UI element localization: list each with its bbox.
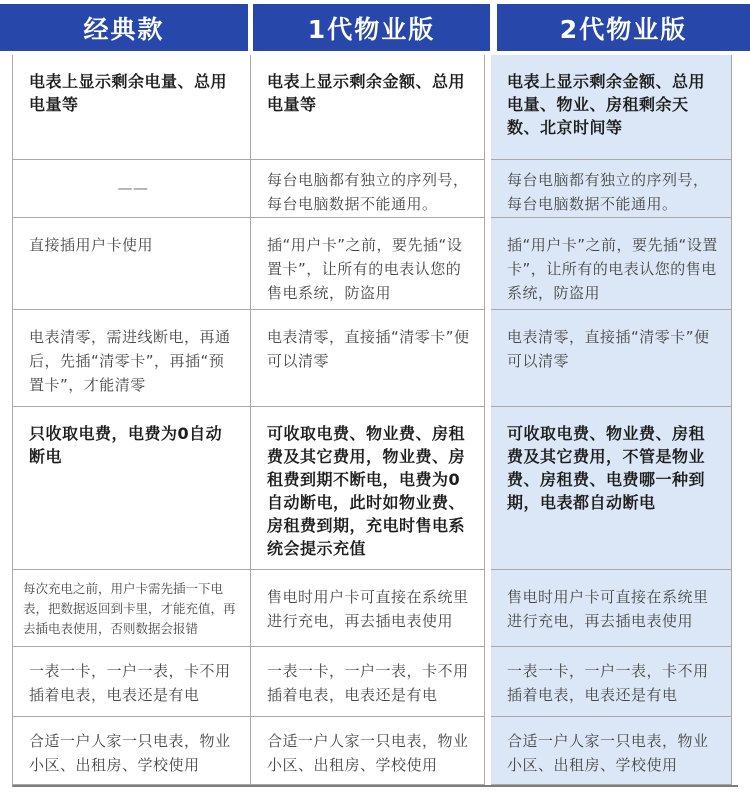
table-cell: 电表上显示剩余电量、总用电量等 xyxy=(13,55,251,160)
table-row xyxy=(13,55,738,160)
table-row xyxy=(13,647,738,717)
table-cell: 合适一户人家一只电表，物业小区、出租房、学校使用 xyxy=(491,717,732,785)
comparison-page xyxy=(0,4,750,812)
table-cell: 可收取电费、物业费、房租费及其它费用，不管是物业费、房租费、电费哪一种到期，电表都自动断电 xyxy=(491,407,732,570)
table-cell: 每台电脑都有独立的序列号，每台电脑数据不能通用。 xyxy=(491,160,732,218)
table-cell: 直接插用户卡使用 xyxy=(13,218,251,310)
table-cell: 合适一户人家一只电表，物业小区、出租房、学校使用 xyxy=(13,717,251,785)
table-header xyxy=(0,4,750,51)
table-cell: 电表清零，直接插“清零卡”便可以清零 xyxy=(491,310,732,407)
table-cell: 电表上显示剩余金额、总用电量等 xyxy=(251,55,485,160)
table-row xyxy=(13,717,738,785)
table-row xyxy=(13,407,738,570)
header-column-gen1-property: 1代物业版 xyxy=(253,4,490,51)
table-cell: 插“用户卡”之前，要先插“设置卡”，让所有的电表认您的售电系统，防盗用 xyxy=(491,218,732,310)
comparison-table-body xyxy=(12,55,738,787)
table-cell: 一表一卡，一户一表，卡不用插着电表，电表还是有电 xyxy=(13,647,251,717)
table-cell: —— xyxy=(13,160,251,218)
table-cell: 电表清零，需进线断电，再通后，先插“清零卡”，再插“预置卡”，才能清零 xyxy=(13,310,251,407)
table-row xyxy=(13,218,738,310)
table-cell: 售电时用户卡可直接在系统里进行充电，再去插电表使用 xyxy=(491,570,732,647)
table-cell: 每次充电之前，用户卡需先插一下电表，把数据返回到卡里，才能充值，再去插电表使用，否则数据会报错 xyxy=(13,570,251,647)
table-cell: 只收取电费，电费为0自动断电 xyxy=(13,407,251,570)
table-row xyxy=(13,160,738,218)
table-cell: 每台电脑都有独立的序列号，每台电脑数据不能通用。 xyxy=(251,160,485,218)
table-cell: 电表上显示剩余金额、总用电量、物业、房租剩余天数、北京时间等 xyxy=(491,55,732,160)
header-column-gen2-property: 2代物业版 xyxy=(497,4,750,51)
table-cell: 一表一卡，一户一表，卡不用插着电表，电表还是有电 xyxy=(491,647,732,717)
table-cell: 合适一户人家一只电表，物业小区、出租房、学校使用 xyxy=(251,717,485,785)
table-cell: 售电时用户卡可直接在系统里进行充电，再去插电表使用 xyxy=(251,570,485,647)
header-column-classic: 经典款 xyxy=(0,4,248,51)
table-cell: 一表一卡，一户一表，卡不用插着电表，电表还是有电 xyxy=(251,647,485,717)
table-row xyxy=(13,570,738,647)
table-cell: 插“用户卡”之前，要先插“设置卡”，让所有的电表认您的售电系统，防盗用 xyxy=(251,218,485,310)
table-cell: 电表清零，直接插“清零卡”便可以清零 xyxy=(251,310,485,407)
table-cell: 可收取电费、物业费、房租费及其它费用，物业费、房租费到期不断电，电费为0自动断电，此时如物业费、房租费到期，充电时售电系统会提示充值 xyxy=(251,407,485,570)
header-gap xyxy=(490,4,497,51)
table-row xyxy=(13,310,738,407)
